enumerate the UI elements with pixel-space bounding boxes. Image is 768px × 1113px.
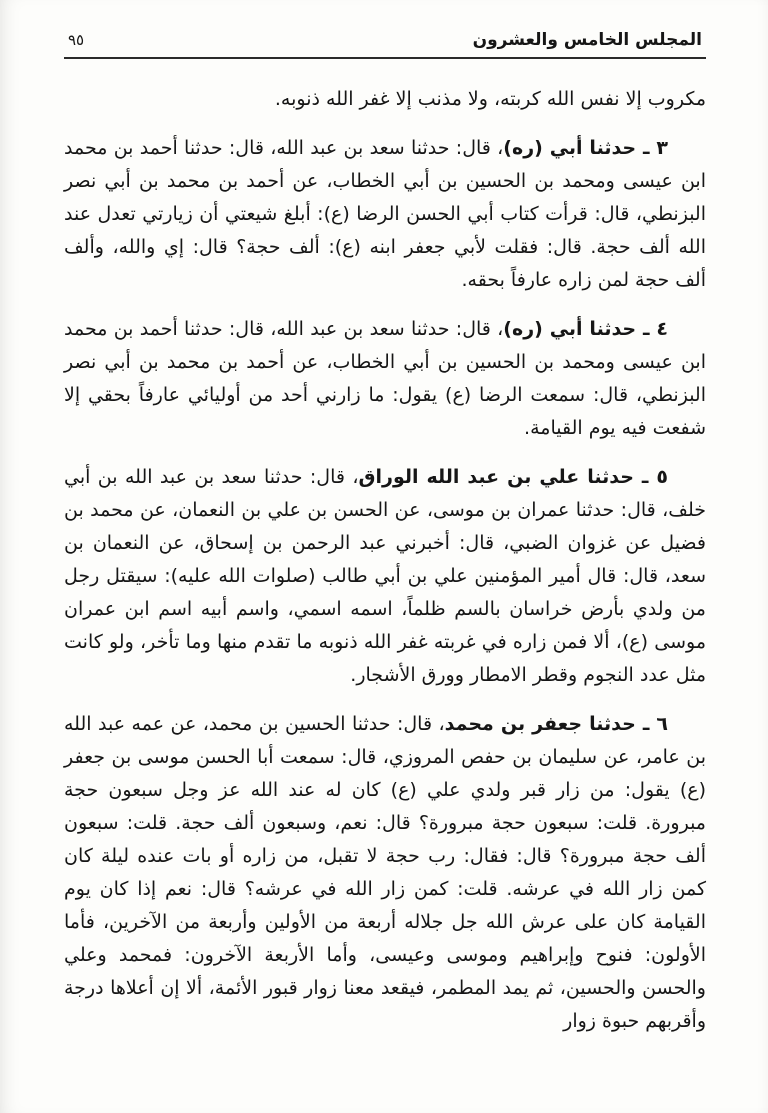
paragraph-continuation: مكروب إلا نفس الله كربته، ولا مذنب إلا غفر الله ذنوبه. xyxy=(274,88,706,110)
hadith-lead-4: ٤ ـ حدثنا أبي (ره) xyxy=(503,318,668,340)
chapter-title: المجلس الخامس والعشرون xyxy=(472,30,702,50)
hadith-paragraph-3 xyxy=(64,132,706,297)
hadith-paragraph-4 xyxy=(64,313,706,445)
hadith-text-4: ، قال: حدثنا سعد بن عبد الله، قال: حدثنا أحمد بن محمد ابن عيسى ومحمد بن الحسين بن أبي الخطاب، عن أحمد بن محمد بن أبي نصر البزنطي، قال: سمعت الرضا (ع) يقول: ما زارني أحد من أوليائي عارفاً بحقي إلا شفعت فيه يوم القيامة. xyxy=(64,318,706,439)
hadith-paragraph-5 xyxy=(64,461,706,692)
header-divider xyxy=(64,57,706,59)
hadith-text-3: ، قال: حدثنا سعد بن عبد الله، قال: حدثنا أحمد بن محمد ابن عيسى ومحمد بن الحسين بن أبي الخطاب، عن أحمد بن محمد بن أبي نصر البزنطي، قال: قرأت كتاب أبي الحسن الرضا (ع): أبلغ شيعتي أن زيارتي تعدل عند الله ألف حجة. قال: فقلت لأبي جعفر ابنه (ع): ألف حجة؟ قال: إي والله، وألف ألف حجة لمن زاره عارفاً بحقه. xyxy=(64,137,706,291)
page-body xyxy=(64,83,706,1038)
hadith-lead-5: ٥ ـ حدثنا علي بن عبد الله الوراق xyxy=(358,466,669,488)
hadith-lead-3: ٣ ـ حدثنا أبي (ره) xyxy=(503,137,668,159)
hadith-text-5: ، قال: حدثنا سعد بن عبد الله بن أبي خلف، قال: حدثنا عمران بن موسى، عن الحسن بن علي بن النعمان، عن محمد بن فضيل عن غزوان الضبي، قال: أخبرني عبد الرحمن بن إسحاق، عن النعمان بن سعد، قال: قال أمير المؤمنين علي بن أبي طالب (صلوات الله عليه): سيقتل رجل من ولدي بأرض خراسان بالسم ظلماً، اسمه اسمي، واسم أبيه اسم ابن عمران موسى (ع)، ألا فمن زاره في غربته غفر الله ذنوبه ما تقدم منها وما تأخر، ولو كانت مثل عدد النجوم وقطر الامطار وورق الأشجار. xyxy=(64,466,706,686)
page-header xyxy=(64,30,706,57)
hadith-text-6: ، قال: حدثنا الحسين بن محمد، عن عمه عبد الله بن عامر، عن سليمان بن حفص المروزي، قال: سمعت أبا الحسن موسى بن جعفر (ع) يقول: من زار قبر ولدي علي (ع) كان له عند الله عز وجل سبعون حجة مبرورة. قلت: سبعون حجة مبرورة؟ قال: نعم، وسبعون ألف حجة. قلت: سبعون ألف حجة مبرورة؟ قال: فقال: رب حجة لا تقبل، من زاره أو بات عنده ليلة كان كمن زار الله في عرشه. قلت: كمن زار الله في عرشه؟ قال: نعم إذا كان يوم القيامة كان على عرش الله جل جلاله أربعة من الأولين وأربعة من الآخرين، فأما الأولون: فنوح وإبراهيم وموسى وعيسى، وأما الأربعة الآخرون: فمحمد وعلي والحسن والحسين، ثم يمد المطمر، فيقعد معنا زوار قبور الأئمة، ألا إن أعلاها درجة وأقربهم حبوة زوار xyxy=(64,713,706,1032)
hadith-lead-6: ٦ ـ حدثنا جعفر بن محمد xyxy=(444,713,668,735)
hadith-paragraph-6 xyxy=(64,708,706,1038)
page-number: ٩٥ xyxy=(68,31,85,49)
